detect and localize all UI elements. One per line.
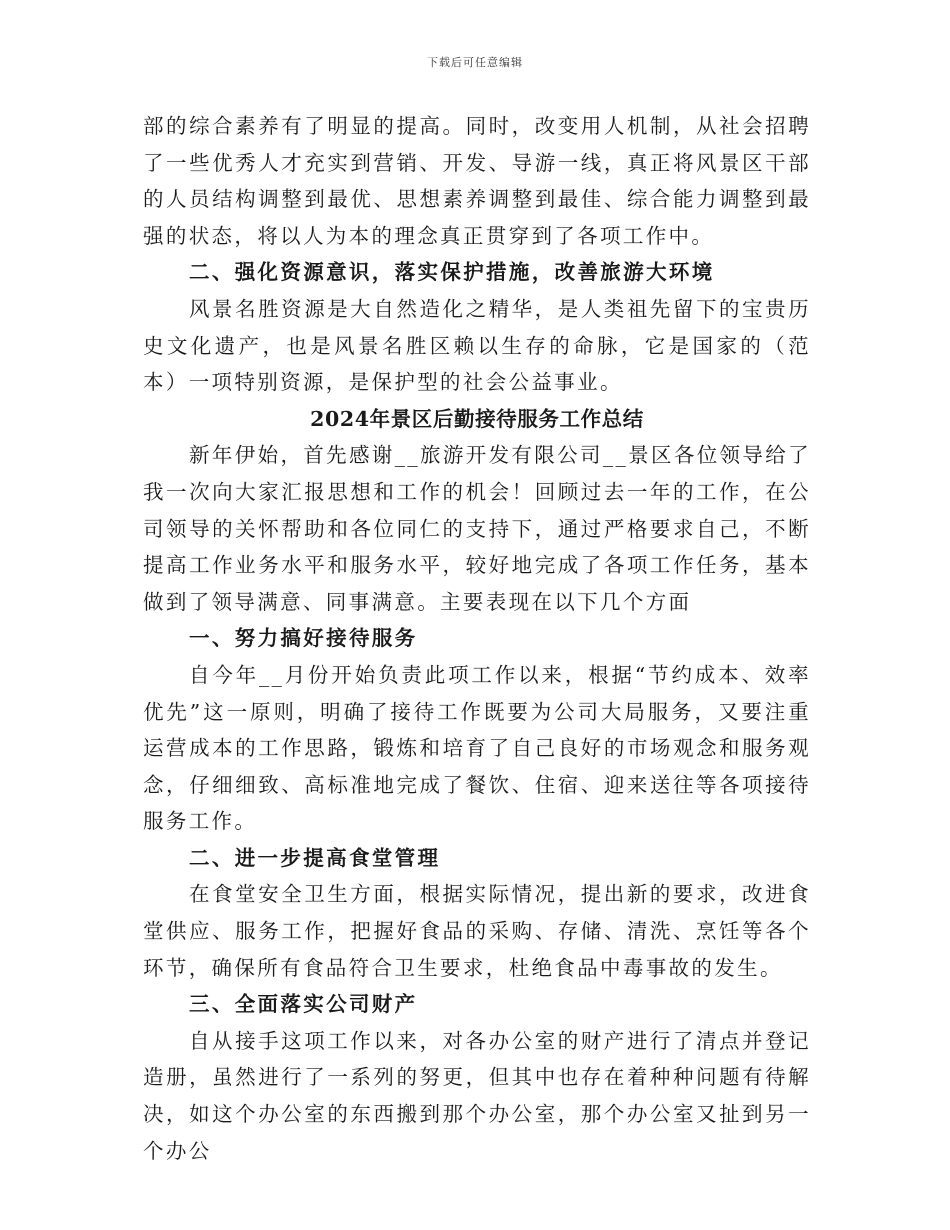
section-heading: 三、全面落实公司财产 bbox=[189, 992, 418, 1017]
paragraph: 自从接手这项工作以来，对各办公室的财产进行了清点并登记造册，虽然进行了一系列的努更，但其中也存在着种种问题有待解决，如这个办公室的东西搬到那个办公室，那个办公室又扯到另一个办公 bbox=[143, 1028, 811, 1163]
section-heading: 一、努力搞好接待服务 bbox=[189, 626, 418, 651]
document-title: 2024年景区后勤接待服务工作总结 bbox=[310, 406, 644, 431]
paragraph: 风景名胜资源是大自然造化之精华，是人类祖先留下的宝贵历史文化遗产，也是风景名胜区赖以生存的命脉，它是国家的（范本）一项特别资源，是保护型的社会公益事业。 bbox=[143, 296, 811, 395]
paragraph: 在食堂安全卫生方面，根据实际情况，提出新的要求，改进食堂供应、服务工作，把握好食品的采购、存储、清洗、烹饪等各个环节，确保所有食品符合卫生要求，杜绝食品中毒事故的发生。 bbox=[143, 882, 811, 980]
paragraph: 部的综合素养有了明显的提高。同时，改变用人机制，从社会招聘了一些优秀人才充实到营销、开发、导游一线，真正将风景区干部的人员结构调整到最优、思想素养调整到最佳、综合能力调整到最强的状态，将以人为本的理念真正贯穿到了各项工作中。 bbox=[143, 114, 811, 248]
document-body bbox=[143, 108, 811, 1169]
header-note: 下载后可任意编辑 bbox=[427, 56, 523, 69]
section-heading: 二、进一步提高食堂管理 bbox=[189, 845, 441, 870]
paragraph: 新年伊始，首先感谢__旅游开发有限公司__景区各位领导给了我一次向大家汇报思想和工作的机会！回顾过去一年的工作，在公司领导的关怀帮助和各位同仁的支持下，通过严格要求自己，不断提高工作业务水平和服务水平，较好地完成了各项工作任务，基本做到了领导满意、同事满意。主要表现在以下几个方面 bbox=[143, 443, 811, 614]
paragraph: 自今年__月份开始负责此项工作以来，根据“节约成本、效率优先”这一原则，明确了接待工作既要为公司大局服务，又要注重运营成本的工作思路，锻炼和培育了自己良好的市场观念和服务观念，仔细细致、高标准地完成了餐饮、住宿、迎来送往等各项接待服务工作。 bbox=[143, 662, 811, 834]
section-heading: 二、强化资源意识，落实保护措施，改善旅游大环境 bbox=[189, 260, 715, 285]
